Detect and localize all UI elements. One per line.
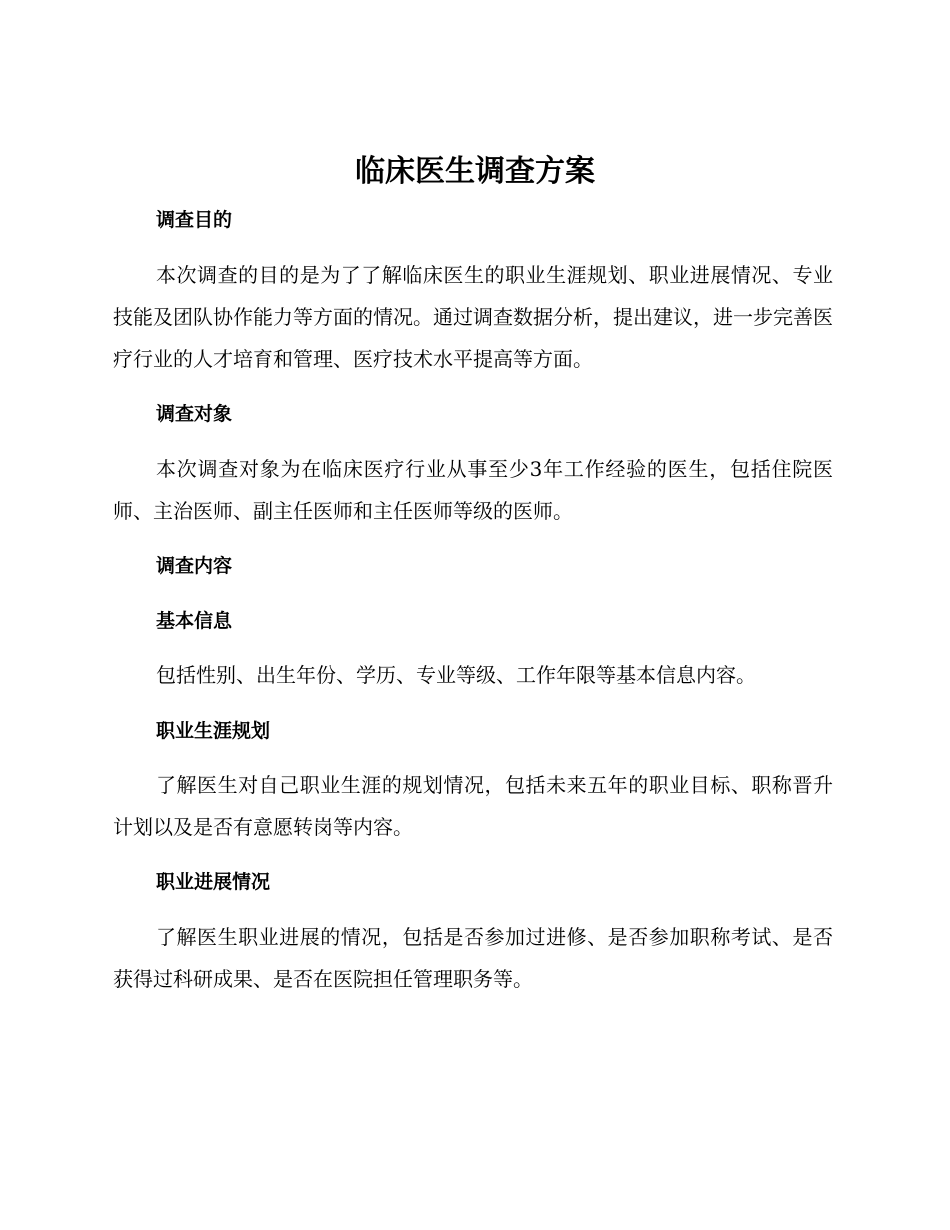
document-title: 临床医生调查方案 <box>355 154 595 189</box>
section-heading-career-planning: 职业生涯规划 <box>156 720 271 742</box>
section-text-purpose: 本次调查的目的是为了了解临床医生的职业生涯规划、职业进展情况、专业技能及团队协作能力等方面的情况。通过调查数据分析，提出建议，进一步完善医疗行业的人才培育和管理、医疗技术水平提高等方面。 <box>113 263 833 371</box>
section-text-subjects: 本次调查对象为在临床医疗行业从事至少3年工作经验的医生，包括住院医师、主治医师、副主任医师和主任医师等级的医师。 <box>113 457 833 523</box>
section-text-career-planning: 了解医生对自己职业生涯的规划情况，包括未来五年的职业目标、职称晋升计划以及是否有意愿转岗等内容。 <box>113 773 833 839</box>
section-heading-purpose: 调查目的 <box>156 209 233 231</box>
section-text-career-progress: 了解医生职业进展的情况，包括是否参加过进修、是否参加职称考试、是否获得过科研成果、是否在医院担任管理职务等。 <box>113 925 833 991</box>
section-text-basic-info: 包括性别、出生年份、学历、专业等级、工作年限等基本信息内容。 <box>156 663 756 687</box>
section-heading-basic-info: 基本信息 <box>156 610 233 632</box>
section-heading-content: 调查内容 <box>156 555 233 577</box>
section-heading-career-progress: 职业进展情况 <box>156 871 271 893</box>
section-heading-subjects: 调查对象 <box>156 403 233 425</box>
